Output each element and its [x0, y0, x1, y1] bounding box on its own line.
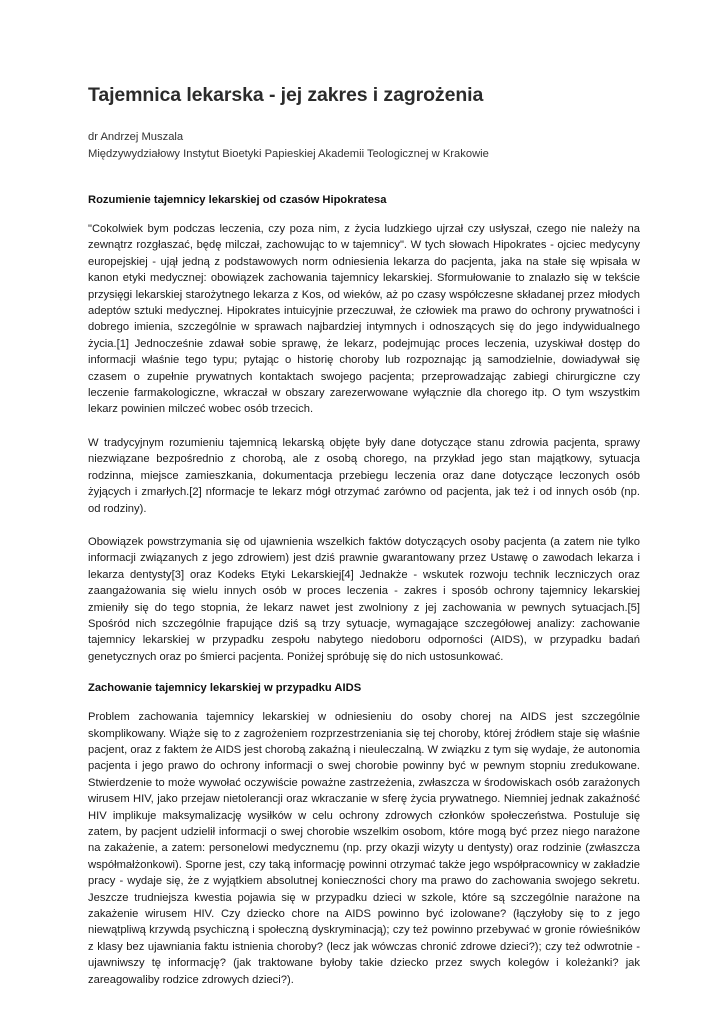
paragraph: "Cokolwiek bym podczas leczenia, czy poza nim, z życia ludzkiego ujrzał czy usłyszał, czego nie należy na zewnątrz rozgłaszać, będę milczał, zachowując to w tajemnicy". W tych słowach Hipokrates - ojciec medycyny europejskiej - ujął jedną z podstawowych norm odniesienia lekarza do pacjenta, jaka na stałe się wpisała w kanon etyki medycznej: obowiązek zachowania tajemnicy lekarskiej. Sformułowanie to znalazło się w tekście przysięgi lekarskiej starożytnego lekarza z Kos, od wieków, aż po czasy współczesne składanej przez młodych adeptów sztuki medycznej. Hipokrates intuicyjnie przeczuwał, że człowiek ma prawo do ochrony prywatności i dobrego imienia, szczególnie w sprawach najbardziej intymnych i odnoszących się do jego indywidualnego życia.[1] Jednocześnie zdawał sobie sprawę, że lekarz, podejmując proces leczenia, uzyskiwał dostęp do informacji właśnie tego typu; pytając o historię choroby lub rozpoznając ją samodzielnie, dowiadywał się czasem o zupełnie prywatnych kontaktach swojego pacjenta; przeprowadzając zabiegi chirurgiczne czy leczenie farmakologiczne, wkraczał w obszary zarezerwowane wyłącznie dla chorego itp. O tym wszystkim lekarz powinien milczeć wobec osób trzecich.	[88, 223, 640, 416]
paragraph: Obowiązek powstrzymania się od ujawnienia wszelkich faktów dotyczących osoby pacjenta (a zatem nie tylko informacji związanych z jego zdrowiem) jest dziś prawnie gwarantowany przez Ustawę o zawodach lekarza i lekarza dentysty[3] oraz Kodeks Etyki Lekarskiej[4] Jednakże - wskutek rozwoju technik leczniczych oraz zaangażowania się wielu innych osób w proces leczenia - zakres i sposób ochrony tajemnicy lekarskiej zmieniły się do tego stopnia, że lekarz nawet jest zwolniony z jej zachowania w pewnych sytuacjach.[5] Spośród nich szczególnie frapujące dziś są trzy sytuacje, wymagające szczegółowej analizy: zachowanie tajemnicy lekarskiej w przypadku zespołu nabytego niedoboru odporności (AIDS), w przypadku badań genetycznych oraz po śmierci pacjenta. Poniżej spróbuję się do nich ustosunkować.	[88, 535, 640, 663]
section-hippocrates	[88, 194, 640, 665]
section-aids	[88, 682, 640, 988]
section-heading: Zachowanie tajemnicy lekarskiej w przypadku AIDS	[88, 682, 362, 695]
document-page	[88, 84, 640, 988]
paragraph: W tradycyjnym rozumieniu tajemnicą lekarską objęte były dane dotyczące stanu zdrowia pacjenta, sprawy niezwiązane bezpośrednio z chorobą, ale z osobą chorego, na przykład jego stan majątkowy, sytuacja rodzinna, miejsce zamieszkania, dokumentacja przebiegu leczenia oraz dane dotyczące leczonych osób żyjących i zmarłych.[2] nformacje te lekarz mógł otrzymać zarówno od pacjenta, jak też i od innych osób (np. od rodziny).	[88, 436, 640, 515]
document-title: Tajemnica lekarska - jej zakres i zagrożenia	[88, 84, 484, 106]
author-block	[88, 129, 640, 162]
author-affiliation: Międzywydziałowy Instytut Bioetyki Papieskiej Akademii Teologicznej w Krakowie	[88, 147, 489, 160]
author-name: dr Andrzej Muszala	[88, 131, 184, 143]
paragraph: Problem zachowania tajemnicy lekarskiej w odniesieniu do osoby chorej na AIDS jest szczególnie skomplikowany. Wiąże się to z zagrożeniem rozprzestrzeniania się tej choroby, której źródłem staje się właśnie pacjent, oraz z faktem że AIDS jest chorobą zakaźną i nieuleczalną. W związku z tym się wydaje, że autonomia pacjenta i jego prawo do ochrony informacji o swej chorobie powinny być w pewnym stopniu zredukowane. Stwierdzenie to może wywołać oczywiście poważne zastrzeżenia, zwłaszcza w środowiskach osób zarażonych wirusem HIV, jako przejaw nietolerancji oraz wkraczanie w sferę życia prywatnego. Niemniej jednak zakaźność HIV implikuje maksymalizację wysiłków w celu ochrony zdrowych członków społeczeństwa. Postuluje się zatem, by pacjent udzielił informacji o swej chorobie wszelkim osobom, które mogą być przez niego narażone na zakażenie, a zatem: personelowi medycznemu (np. przy okazji wizyty u dentysty) oraz rodzinie (zwłaszcza współmałżonkowi). Sporne jest, czy taką informację powinni otrzymać także jego współpracownicy w zakładzie pracy - wydaje się, że z wyjątkiem absolutnej konieczności chory ma prawo do zachowania swojego sekretu. Jeszcze trudniejsza kwestia pojawia się w przypadku dzieci w szkole, które są szczególnie narażone na zakażenie wirusem HIV. Czy dziecko chore na AIDS powinno być izolowane? (łączyłoby się to z jego niewątpliwą krzywdą psychiczną i społeczną dyskryminacją); czy też powinno przebywać w gronie rówieśników z klasy bez ujawniania faktu istnienia choroby? (lecz jak wówczas chronić zdrowe dzieci?); czy też odwrotnie - ujawniwszy tę informację? (jak traktowane byłoby takie dziecko przez swych kolegów i koleżanki? jak zareagowaliby rodzice zdrowych dzieci?).	[88, 711, 640, 986]
section-heading: Rozumienie tajemnicy lekarskiej od czasów Hipokratesa	[88, 194, 387, 206]
